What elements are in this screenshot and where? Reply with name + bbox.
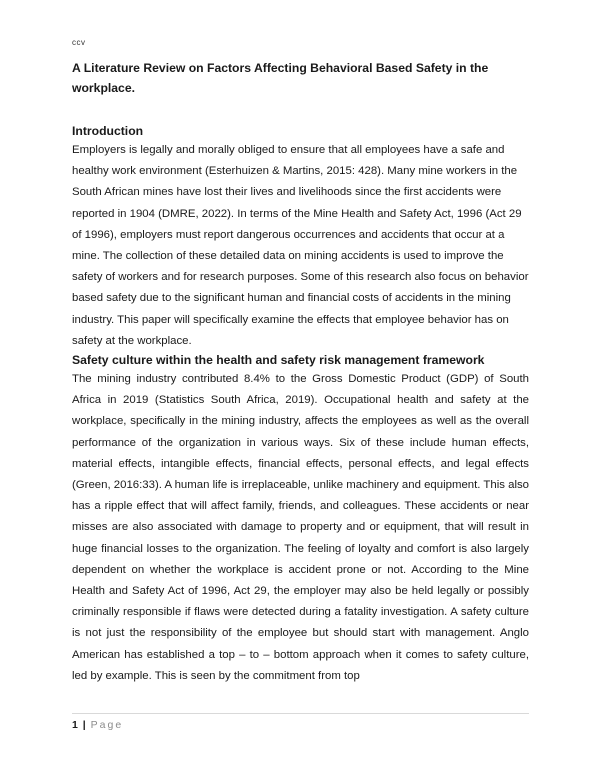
section-introduction (72, 122, 529, 352)
section-safety-culture (72, 351, 529, 687)
footer-divider (72, 713, 529, 714)
section-body: The mining industry contributed 8.4% to the Gross Domestic Product (GDP) of South Africa in 2019 (Statistics South Africa, 2019). Occupational health and safety at the workplace, specifically in the mining industry, affects the employees as well as the overall performance of the organization in various ways. Six of these include human effects, material effects, intangible effects, financial effects, personal effects, and legal effects (Green, 2016:33). A human life is irreplaceable, unlike machinery and equipment. This also has a ripple effect that will affect family, friends, and colleagues. These accidents or near misses are also associated with damage to property and or equipment, that will result in huge financial losses to the organization. The feeling of loyalty and comfort is also largely dependent on whether the workplace is accident prone or not. According to the Mine Health and Safety Act of 1996, Act 29, the employer may also be held legally or possibly criminally responsible if flaws were detected during a fatality investigation. A safety culture is not just the responsibility of the employee but should start with management. Anglo American has established a top – to – bottom approach when it comes to safety culture, led by example. This is seen by the commitment from top (72, 373, 529, 682)
footer-separator: | (82, 719, 86, 731)
section-heading: Introduction (72, 124, 144, 138)
page-number: 1 (72, 719, 78, 731)
document-title: A Literature Review on Factors Affecting Behavioral Based Safety in the workplace. (72, 61, 489, 95)
page-label: Page (90, 719, 124, 731)
section-heading: Safety culture within the health and safety risk management framework (72, 353, 485, 367)
page-footer (72, 718, 123, 732)
header-tag: ccv (72, 38, 86, 47)
section-body: Employers is legally and morally obliged to ensure that all employees have a safe and healthy work environment (Esterhuizen & Martins, 2015: 428). Many mine workers in the South African mines have lost their lives and livelihoods since the first accidents were reported in 1904 (DMRE, 2022). In terms of the Mine Health and Safety Act, 1996 (Act 29 of 1996), employers must report dangerous occurrences and accidents that occur at a mine. The collection of these detailed data on mining accidents is used to improve the safety of workers and for research purposes. Some of this research also focus on behavior based safety due to the significant human and financial costs of accidents in the mining industry. This paper will specifically examine the effects that employee behavior has on safety at the workplace. (72, 144, 529, 347)
